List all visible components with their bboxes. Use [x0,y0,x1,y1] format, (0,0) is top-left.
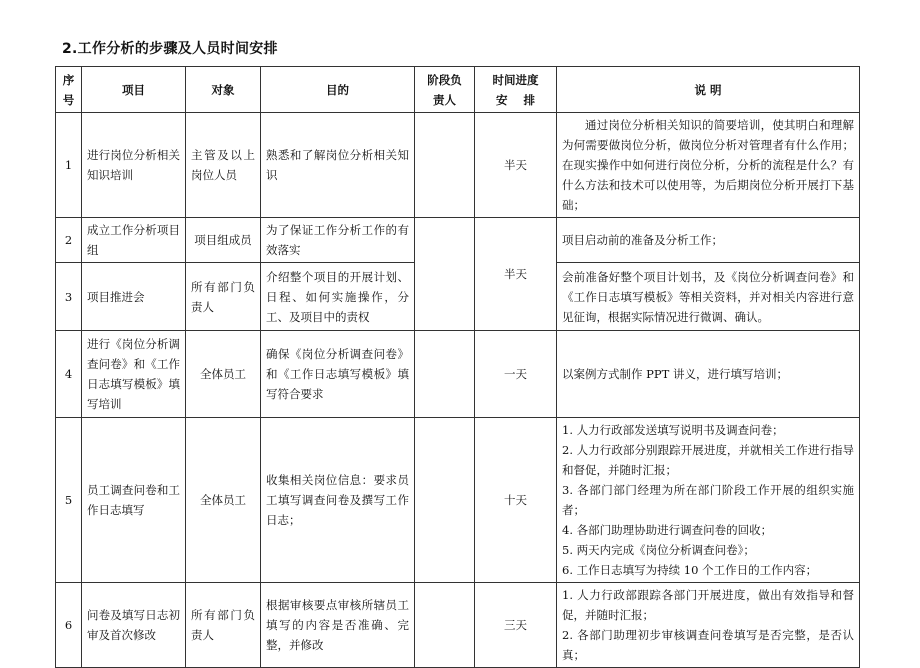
row-purpose: 熟悉和了解岗位分析相关知识 [261,113,415,218]
row-desc: 会前准备好整个项目计划书，及《岗位分析调查问卷》和《工作日志填写模板》等相关资料，并对相关内容进行意见征询，根据实际情况进行微调、确认。 [557,263,860,331]
row-owner [415,583,475,668]
header-purpose: 目的 [261,67,415,113]
header-row [56,67,860,113]
schedule-table [55,66,860,668]
row-owner [415,331,475,418]
desc-list-item: 3. 各部门部门经理为所在部门阶段工作开展的组织实施者； [562,483,854,517]
row-no: 1 [56,113,82,218]
row-item: 问卷及填写日志初审及首次修改 [82,583,186,668]
header-owner: 阶段负 责人 [415,67,475,113]
row-target: 全体员工 [186,418,261,583]
table-row [56,583,860,668]
row-no: 3 [56,263,82,331]
row-schedule: 一天 [475,331,557,418]
row-item: 员工调查问卷和工作日志填写 [82,418,186,583]
header-item: 项目 [82,67,186,113]
row-purpose: 介绍整个项目的开展计划、日程、如何实施操作，分工、及项目中的责权 [261,263,415,331]
row-schedule: 半天 [475,218,557,331]
row-item: 进行岗位分析相关知识培训 [82,113,186,218]
row-owner [415,218,475,331]
desc-list-item: 1. 人力行政部发送填写说明书及调查问卷； [562,423,784,437]
row-target: 项目组成员 [186,218,261,263]
row-owner [415,113,475,218]
row-no: 2 [56,218,82,263]
row-target: 所有部门负责人 [186,583,261,668]
header-schedule: 时间进度 安 排 [475,67,557,113]
desc-list-item: 4. 各部门助理协助进行调查问卷的回收； [562,523,773,537]
row-desc [557,583,860,668]
table-row [56,418,860,583]
row-item: 成立工作分析项目组 [82,218,186,263]
table-row [56,113,860,218]
row-item: 进行《岗位分析调查问卷》和《工作日志填写模板》填写培训 [82,331,186,418]
row-purpose: 为了保证工作分析工作的有效落实 [261,218,415,263]
header-desc: 说 明 [557,67,860,113]
row-desc [557,418,860,583]
row-target: 所有部门负责人 [186,263,261,331]
row-schedule: 三天 [475,583,557,668]
header-no: 序 号 [56,67,82,113]
row-schedule: 十天 [475,418,557,583]
row-desc: 以案例方式制作 PPT 讲义，进行填写培训； [557,331,860,418]
desc-list-item: 2. 人力行政部分别跟踪开展进度，并就相关工作进行指导和督促，并随时汇报； [562,443,854,477]
row-desc: 项目启动前的准备及分析工作； [557,218,860,263]
row-schedule: 半天 [475,113,557,218]
table-row [56,331,860,418]
row-purpose: 根据审核要点审核所辖员工填写的内容是否准确、完整，并修改 [261,583,415,668]
section-title: 2.工作分析的步骤及人员时间安排 [62,41,278,57]
row-desc: 通过岗位分析相关知识的简要培训，使其明白和理解为何需要做岗位分析，做岗位分析对管理者有什么作用；在现实操作中如何进行岗位分析，分析的流程是什么？有什么方法和技术可以使用等，为后期岗位分析开展打下基础； [557,113,860,218]
row-target: 主管及以上岗位人员 [186,113,261,218]
desc-list-item: 5. 两天内完成《岗位分析调查问卷》； [562,543,755,557]
header-target: 对象 [186,67,261,113]
desc-list-item: 2. 各部门助理初步审核调查问卷填写是否完整，是否认真； [562,628,854,662]
row-no: 4 [56,331,82,418]
row-no: 6 [56,583,82,668]
row-item: 项目推进会 [82,263,186,331]
row-purpose: 收集相关岗位信息：要求员工填写调查问卷及撰写工作日志； [261,418,415,583]
row-target: 全体员工 [186,331,261,418]
table-row [56,218,860,263]
desc-list-item: 1. 人力行政部跟踪各部门开展进度，做出有效指导和督促，并随时汇报； [562,588,854,622]
row-owner [415,418,475,583]
row-no: 5 [56,418,82,583]
row-purpose: 确保《岗位分析调查问卷》和《工作日志填写模板》填写符合要求 [261,331,415,418]
desc-list-item: 6. 工作日志填写为持续 10 个工作日的工作内容； [562,563,818,577]
